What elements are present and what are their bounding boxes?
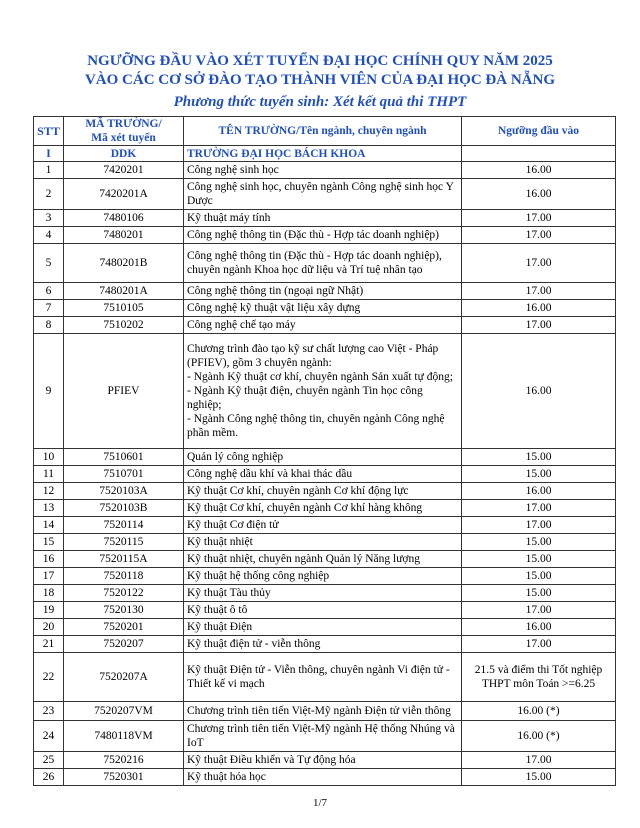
row-threshold: 16.00 <box>462 300 616 317</box>
row-name: Kỹ thuật Điện tử - Viễn thông, chuyên ngành Vi điện tử - Thiết kế vi mạch <box>184 653 462 702</box>
row-stt: 10 <box>34 449 64 466</box>
document-title-line2: VÀO CÁC CƠ SỞ ĐÀO TẠO THÀNH VIÊN CỦA ĐẠI HỌC ĐÀ NẴNG <box>84 72 556 88</box>
row-code: 7510105 <box>64 300 184 317</box>
row-name: Kỹ thuật Cơ khí, chuyên ngành Cơ khí động lực <box>184 483 462 500</box>
row-stt: 6 <box>34 283 64 300</box>
row-code: 7520118 <box>64 568 184 585</box>
row-threshold: 16.00 <box>462 619 616 636</box>
row-code: 7510202 <box>64 317 184 334</box>
header-stt: STT <box>34 117 64 146</box>
group-stt: I <box>34 146 64 162</box>
table-row <box>34 300 616 317</box>
page-number: 1/7 <box>312 797 328 809</box>
row-name: Chương trình tiên tiến Việt-Mỹ ngành Điện tử viễn thông <box>184 702 462 721</box>
row-stt: 12 <box>34 483 64 500</box>
row-code: 7520216 <box>64 752 184 769</box>
row-code: 7480201A <box>64 283 184 300</box>
table-row <box>34 585 616 602</box>
row-name: Chương trình tiên tiến Việt-Mỹ ngành Hệ thống Nhúng và IoT <box>184 721 462 752</box>
row-name: Công nghệ dầu khí và khai thác dầu <box>184 466 462 483</box>
table-row <box>34 500 616 517</box>
table-row <box>34 483 616 500</box>
table-row <box>34 466 616 483</box>
table-row <box>34 619 616 636</box>
row-code: 7520207VM <box>64 702 184 721</box>
row-name: Công nghệ thông tin (ngoại ngữ Nhật) <box>184 283 462 300</box>
row-code: PFIEV <box>64 334 184 449</box>
row-stt: 16 <box>34 551 64 568</box>
row-stt: 23 <box>34 702 64 721</box>
row-stt: 15 <box>34 534 64 551</box>
row-name: Kỹ thuật Điều khiển và Tự động hóa <box>184 752 462 769</box>
row-code: 7510601 <box>64 449 184 466</box>
row-threshold: 16.00 <box>462 483 616 500</box>
table-row <box>34 752 616 769</box>
row-code: 7520103B <box>64 500 184 517</box>
table-header-row <box>34 117 616 146</box>
header-threshold: Ngưỡng đầu vào <box>462 117 616 146</box>
row-name: Công nghệ thông tin (Đặc thù - Hợp tác doanh nghiệp), chuyên ngành Khoa học dữ liệu và Trí tuệ nhân tạo <box>184 244 462 283</box>
row-stt: 14 <box>34 517 64 534</box>
header-code <box>64 117 184 146</box>
row-name: Công nghệ sinh học <box>184 162 462 179</box>
table-row <box>34 317 616 334</box>
row-name: Kỹ thuật nhiệt, chuyên ngành Quản lý Năng lượng <box>184 551 462 568</box>
row-code: 7520301 <box>64 769 184 786</box>
row-stt: 25 <box>34 752 64 769</box>
row-threshold: 17.00 <box>462 517 616 534</box>
row-code: 7520207A <box>64 653 184 702</box>
table-row <box>34 769 616 786</box>
table-row <box>34 227 616 244</box>
row-stt: 13 <box>34 500 64 517</box>
row-name: Kỹ thuật Điện <box>184 619 462 636</box>
row-threshold: 16.00 <box>462 334 616 449</box>
row-threshold: 15.00 <box>462 769 616 786</box>
row-name: Kỹ thuật hóa học <box>184 769 462 786</box>
admission-threshold-table <box>33 116 616 786</box>
row-name-line: Chương trình đào tạo kỹ sư chất lượng cao Việt - Pháp (PFIEV), gồm 3 chuyên ngành: <box>187 343 439 369</box>
row-code: 7520122 <box>64 585 184 602</box>
row-threshold: 17.00 <box>462 636 616 653</box>
table-row <box>34 568 616 585</box>
row-name: Kỹ thuật Cơ khí, chuyên ngành Cơ khí hàng không <box>184 500 462 517</box>
table-row <box>34 334 616 449</box>
row-threshold: 17.00 <box>462 752 616 769</box>
row-name: Kỹ thuật máy tính <box>184 210 462 227</box>
table-row <box>34 244 616 283</box>
group-threshold <box>462 146 616 162</box>
row-threshold: 15.00 <box>462 449 616 466</box>
row-threshold: 15.00 <box>462 534 616 551</box>
table-row <box>34 210 616 227</box>
row-name-line: - Ngành Kỹ thuật cơ khí, chuyên ngành Sản xuất tự động; <box>187 371 453 383</box>
row-code: 7520103A <box>64 483 184 500</box>
table-row <box>34 721 616 752</box>
row-name-line: - Ngành Công nghệ thông tin, chuyên ngành Công nghệ phần mềm. <box>187 413 445 439</box>
row-name: Kỹ thuật ô tô <box>184 602 462 619</box>
row-threshold: 17.00 <box>462 500 616 517</box>
row-stt: 24 <box>34 721 64 752</box>
row-code: 7520130 <box>64 602 184 619</box>
table-row <box>34 602 616 619</box>
row-threshold: 16.00 (*) <box>462 702 616 721</box>
row-name: Công nghệ kỹ thuật vật liệu xây dựng <box>184 300 462 317</box>
row-threshold: 17.00 <box>462 244 616 283</box>
row-stt: 26 <box>34 769 64 786</box>
row-stt: 2 <box>34 179 64 210</box>
row-threshold: 16.00 <box>462 162 616 179</box>
row-threshold: 17.00 <box>462 210 616 227</box>
table-row <box>34 162 616 179</box>
row-threshold: 17.00 <box>462 283 616 300</box>
table-row <box>34 179 616 210</box>
row-stt: 7 <box>34 300 64 317</box>
row-code: 7480106 <box>64 210 184 227</box>
row-name: Quản lý công nghiệp <box>184 449 462 466</box>
row-code: 7420201 <box>64 162 184 179</box>
header-code-line2: Mã xét tuyển <box>91 132 156 144</box>
row-stt: 17 <box>34 568 64 585</box>
row-threshold: 15.00 <box>462 568 616 585</box>
row-threshold: 17.00 <box>462 317 616 334</box>
row-stt: 4 <box>34 227 64 244</box>
row-code: 7520115A <box>64 551 184 568</box>
row-name-line: - Ngành Kỹ thuật điện, chuyên ngành Tin học công nghiệp; <box>187 385 423 411</box>
table-row <box>34 653 616 702</box>
row-stt: 1 <box>34 162 64 179</box>
document-title-line1: NGƯỠNG ĐẦU VÀO XÉT TUYỂN ĐẠI HỌC CHÍNH QUY NĂM 2025 <box>87 53 553 69</box>
row-stt: 11 <box>34 466 64 483</box>
row-threshold: 16.00 (*) <box>462 721 616 752</box>
row-stt: 20 <box>34 619 64 636</box>
row-stt: 18 <box>34 585 64 602</box>
row-name: Kỹ thuật Cơ điện tử <box>184 517 462 534</box>
group-code: DDK <box>64 146 184 162</box>
row-threshold: 16.00 <box>462 179 616 210</box>
row-code: 7480201 <box>64 227 184 244</box>
row-threshold: 17.00 <box>462 602 616 619</box>
row-name: Kỹ thuật hệ thống công nghiệp <box>184 568 462 585</box>
row-stt: 19 <box>34 602 64 619</box>
row-stt: 9 <box>34 334 64 449</box>
row-name: Kỹ thuật Tàu thủy <box>184 585 462 602</box>
row-stt: 21 <box>34 636 64 653</box>
row-name: Công nghệ thông tin (Đặc thù - Hợp tác doanh nghiệp) <box>184 227 462 244</box>
row-name: Kỹ thuật điện tử - viễn thông <box>184 636 462 653</box>
row-stt: 3 <box>34 210 64 227</box>
table-row <box>34 702 616 721</box>
row-code: 7520114 <box>64 517 184 534</box>
row-code: 7520207 <box>64 636 184 653</box>
row-name: Công nghệ chế tạo máy <box>184 317 462 334</box>
table-row <box>34 551 616 568</box>
row-threshold: 15.00 <box>462 551 616 568</box>
admission-method-subtitle: Phương thức tuyển sinh: Xét kết quả thi THPT <box>173 94 467 110</box>
row-threshold: 15.00 <box>462 466 616 483</box>
group-name: TRƯỜNG ĐẠI HỌC BÁCH KHOA <box>184 146 462 162</box>
table-row <box>34 636 616 653</box>
row-threshold: 17.00 <box>462 227 616 244</box>
header-code-line1: MÃ TRƯỜNG/ <box>85 118 162 130</box>
row-name <box>184 334 462 449</box>
school-group-row <box>34 146 616 162</box>
table-row <box>34 283 616 300</box>
row-code: 7480118VM <box>64 721 184 752</box>
table-row <box>34 534 616 551</box>
table-row <box>34 449 616 466</box>
row-code: 7480201B <box>64 244 184 283</box>
row-threshold: 21.5 và điểm thi Tốt nghiệp THPT môn Toán >=6.25 <box>462 653 616 702</box>
row-threshold: 15.00 <box>462 585 616 602</box>
table-row <box>34 517 616 534</box>
row-code: 7520115 <box>64 534 184 551</box>
row-stt: 5 <box>34 244 64 283</box>
row-stt: 22 <box>34 653 64 702</box>
row-name: Kỹ thuật nhiệt <box>184 534 462 551</box>
row-name: Công nghệ sinh học, chuyên ngành Công nghệ sinh học Y Dược <box>184 179 462 210</box>
row-code: 7520201 <box>64 619 184 636</box>
row-code: 7420201A <box>64 179 184 210</box>
header-name: TÊN TRƯỜNG/Tên ngành, chuyên ngành <box>184 117 462 146</box>
row-code: 7510701 <box>64 466 184 483</box>
row-stt: 8 <box>34 317 64 334</box>
